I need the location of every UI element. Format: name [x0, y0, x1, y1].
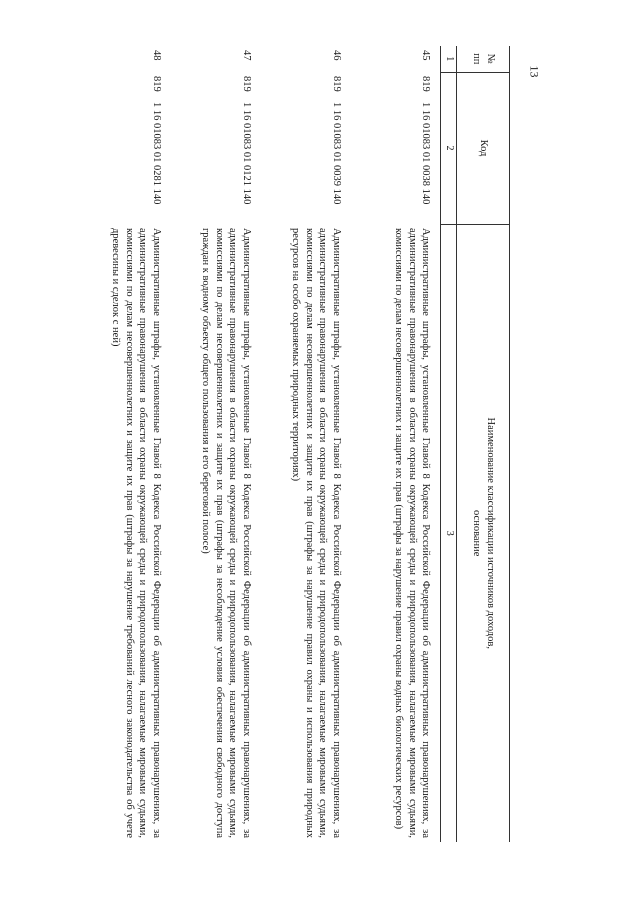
table-row: [261, 46, 351, 842]
header-code-label: Код: [477, 139, 489, 157]
row-code: [351, 72, 441, 224]
row-number: 48: [150, 50, 162, 61]
page-number: 13: [527, 65, 542, 78]
header-name-line1: Наименование классификации источников доходов,: [485, 417, 497, 649]
row-number: 47: [240, 50, 252, 61]
table-row: [81, 46, 171, 842]
row-admin-code: 819: [330, 76, 342, 92]
row-admin-code: 819: [420, 76, 432, 92]
row-name: Административные штрафы, установленные Главой 8 Кодекса Российской Федерации об административных правонарушениях, за административные правонарушения в области охраны окружающей среды и природопользования, налагаемые мировыми судьями, комиссиями по делам несовершеннолетних и защите их прав (штрафы за нарушение требований лесного законодательства об учете древесины и сделок с ней): [110, 228, 162, 838]
column-number-1: 1: [441, 46, 457, 72]
header-name-line2: основание: [471, 510, 482, 557]
header-num-line2: пп: [471, 53, 482, 65]
header-name: [457, 224, 510, 842]
row-number: 45: [420, 50, 432, 61]
row-number: 46: [330, 50, 342, 61]
header-num-line1: №: [485, 53, 497, 64]
column-number-3: 3: [441, 224, 457, 842]
row-admin-code: 819: [150, 76, 162, 92]
row-budget-code: 1 16 01083 01 0121 140: [240, 102, 252, 205]
row-budget-code: 1 16 01083 01 0038 140: [420, 102, 432, 205]
table-row: [171, 46, 261, 842]
row-budget-code: 1 16 01083 01 0039 140: [330, 102, 342, 205]
revenue-classification-table: [81, 46, 510, 842]
row-budget-code: 1 16 01083 01 0281 140: [150, 102, 162, 205]
table-column-numbers-row: [441, 46, 457, 842]
table-header-row: [457, 46, 510, 842]
row-code: [261, 72, 351, 224]
row-name: Административные штрафы, установленные Главой 8 Кодекса Российской Федерации об административных правонарушениях, за административные правонарушения в области охраны окружающей среды и природопользования, налагаемые мировыми судьями, комиссиями по делам несовершеннолетних и защите их прав (штрафы за нарушение правил охраны и использования природных ресурсов на особо охраняемых природных территориях): [290, 228, 342, 838]
row-code: [81, 72, 171, 224]
row-admin-code: 819: [240, 76, 252, 92]
table-row: [351, 46, 441, 842]
header-num: [457, 46, 510, 72]
row-code: [171, 72, 261, 224]
column-number-2: 2: [441, 72, 457, 224]
row-name: Административные штрафы, установленные Главой 8 Кодекса Российской Федерации об административных правонарушениях, за административные правонарушения в области охраны окружающей среды и природопользования, налагаемые мировыми судьями, комиссиями по делам несовершеннолетних и защите их прав (штрафы за несоблюдение условия обеспечения свободного доступа граждан к водному объекту общего пользования и его береговой полосе): [200, 228, 252, 838]
header-code: [457, 72, 510, 224]
document-table-container: [92, 46, 510, 842]
row-name: Административные штрафы, установленные Главой 8 Кодекса Российской Федерации об административных правонарушениях, за административные правонарушения в области охраны окружающей среды и природопользования, налагаемые мировыми судьями, комиссиями по делам несовершеннолетних и защите их прав (штрафы за нарушение правил охраны водных биологических ресурсов): [393, 228, 432, 838]
